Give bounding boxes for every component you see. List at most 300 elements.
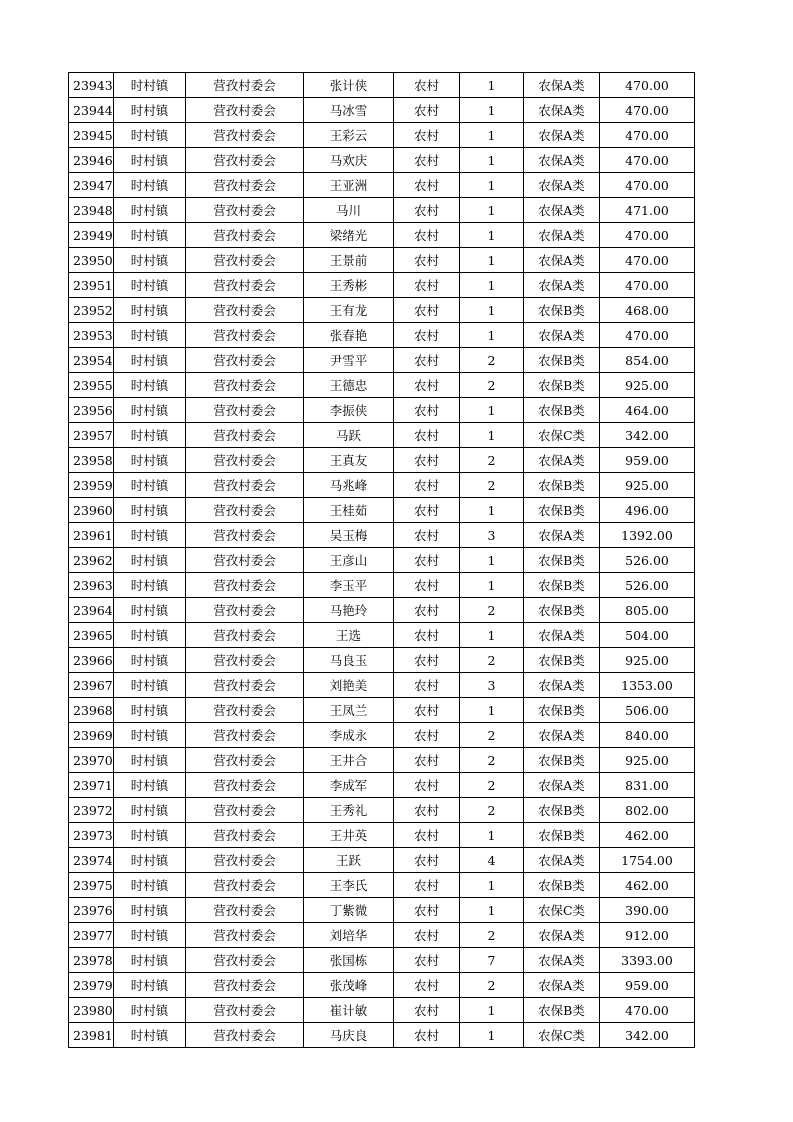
category-cell: 农保B类 xyxy=(524,598,600,623)
town-cell: 时村镇 xyxy=(114,323,186,348)
row-id-cell: 23963 xyxy=(69,573,114,598)
name-cell: 王亚洲 xyxy=(304,173,394,198)
row-id-cell: 23967 xyxy=(69,673,114,698)
row-id-cell: 23949 xyxy=(69,223,114,248)
row-id-cell: 23947 xyxy=(69,173,114,198)
table-row xyxy=(69,198,695,223)
town-cell: 时村镇 xyxy=(114,623,186,648)
amount-cell: 925.00 xyxy=(600,648,695,673)
village-cell: 营孜村委会 xyxy=(186,998,304,1023)
village-cell: 营孜村委会 xyxy=(186,823,304,848)
type-cell: 农村 xyxy=(394,923,460,948)
count-cell: 1 xyxy=(460,573,524,598)
table-row xyxy=(69,823,695,848)
village-cell: 营孜村委会 xyxy=(186,148,304,173)
amount-cell: 390.00 xyxy=(600,898,695,923)
name-cell: 王凤兰 xyxy=(304,698,394,723)
name-cell: 王秀彬 xyxy=(304,273,394,298)
row-id-cell: 23954 xyxy=(69,348,114,373)
village-cell: 营孜村委会 xyxy=(186,873,304,898)
category-cell: 农保A类 xyxy=(524,148,600,173)
name-cell: 王李氏 xyxy=(304,873,394,898)
village-cell: 营孜村委会 xyxy=(186,223,304,248)
name-cell: 王井合 xyxy=(304,748,394,773)
category-cell: 农保B类 xyxy=(524,823,600,848)
town-cell: 时村镇 xyxy=(114,148,186,173)
village-cell: 营孜村委会 xyxy=(186,473,304,498)
count-cell: 1 xyxy=(460,423,524,448)
category-cell: 农保A类 xyxy=(524,98,600,123)
table-row xyxy=(69,798,695,823)
village-cell: 营孜村委会 xyxy=(186,273,304,298)
table-row xyxy=(69,298,695,323)
category-cell: 农保B类 xyxy=(524,373,600,398)
type-cell: 农村 xyxy=(394,623,460,648)
row-id-cell: 23946 xyxy=(69,148,114,173)
table-row xyxy=(69,398,695,423)
amount-cell: 462.00 xyxy=(600,873,695,898)
type-cell: 农村 xyxy=(394,548,460,573)
type-cell: 农村 xyxy=(394,298,460,323)
count-cell: 2 xyxy=(460,798,524,823)
table-row xyxy=(69,998,695,1023)
village-cell: 营孜村委会 xyxy=(186,598,304,623)
category-cell: 农保B类 xyxy=(524,548,600,573)
table-row xyxy=(69,923,695,948)
name-cell: 王井英 xyxy=(304,823,394,848)
name-cell: 马冰雪 xyxy=(304,98,394,123)
type-cell: 农村 xyxy=(394,948,460,973)
village-cell: 营孜村委会 xyxy=(186,623,304,648)
category-cell: 农保A类 xyxy=(524,773,600,798)
row-id-cell: 23977 xyxy=(69,923,114,948)
type-cell: 农村 xyxy=(394,823,460,848)
village-cell: 营孜村委会 xyxy=(186,698,304,723)
count-cell: 1 xyxy=(460,223,524,248)
town-cell: 时村镇 xyxy=(114,523,186,548)
count-cell: 1 xyxy=(460,823,524,848)
type-cell: 农村 xyxy=(394,523,460,548)
table-row xyxy=(69,173,695,198)
amount-cell: 925.00 xyxy=(600,748,695,773)
category-cell: 农保A类 xyxy=(524,198,600,223)
name-cell: 刘培华 xyxy=(304,923,394,948)
type-cell: 农村 xyxy=(394,1023,460,1048)
type-cell: 农村 xyxy=(394,598,460,623)
amount-cell: 959.00 xyxy=(600,973,695,998)
village-cell: 营孜村委会 xyxy=(186,373,304,398)
count-cell: 2 xyxy=(460,648,524,673)
row-id-cell: 23960 xyxy=(69,498,114,523)
amount-cell: 526.00 xyxy=(600,548,695,573)
village-cell: 营孜村委会 xyxy=(186,923,304,948)
count-cell: 1 xyxy=(460,273,524,298)
town-cell: 时村镇 xyxy=(114,498,186,523)
town-cell: 时村镇 xyxy=(114,398,186,423)
town-cell: 时村镇 xyxy=(114,298,186,323)
name-cell: 崔计敏 xyxy=(304,998,394,1023)
table-row xyxy=(69,873,695,898)
name-cell: 马跃 xyxy=(304,423,394,448)
name-cell: 马兆峰 xyxy=(304,473,394,498)
category-cell: 农保B类 xyxy=(524,498,600,523)
row-id-cell: 23959 xyxy=(69,473,114,498)
type-cell: 农村 xyxy=(394,123,460,148)
category-cell: 农保A类 xyxy=(524,123,600,148)
row-id-cell: 23978 xyxy=(69,948,114,973)
type-cell: 农村 xyxy=(394,773,460,798)
row-id-cell: 23966 xyxy=(69,648,114,673)
category-cell: 农保A类 xyxy=(524,448,600,473)
town-cell: 时村镇 xyxy=(114,773,186,798)
category-cell: 农保A类 xyxy=(524,623,600,648)
category-cell: 农保A类 xyxy=(524,723,600,748)
row-id-cell: 23970 xyxy=(69,748,114,773)
village-cell: 营孜村委会 xyxy=(186,73,304,98)
count-cell: 3 xyxy=(460,673,524,698)
town-cell: 时村镇 xyxy=(114,848,186,873)
village-cell: 营孜村委会 xyxy=(186,1023,304,1048)
amount-cell: 854.00 xyxy=(600,348,695,373)
amount-cell: 470.00 xyxy=(600,273,695,298)
category-cell: 农保A类 xyxy=(524,923,600,948)
village-cell: 营孜村委会 xyxy=(186,548,304,573)
town-cell: 时村镇 xyxy=(114,673,186,698)
row-id-cell: 23944 xyxy=(69,98,114,123)
town-cell: 时村镇 xyxy=(114,873,186,898)
town-cell: 时村镇 xyxy=(114,998,186,1023)
count-cell: 7 xyxy=(460,948,524,973)
village-cell: 营孜村委会 xyxy=(186,848,304,873)
count-cell: 4 xyxy=(460,848,524,873)
row-id-cell: 23975 xyxy=(69,873,114,898)
category-cell: 农保B类 xyxy=(524,298,600,323)
category-cell: 农保A类 xyxy=(524,948,600,973)
row-id-cell: 23950 xyxy=(69,248,114,273)
village-cell: 营孜村委会 xyxy=(186,173,304,198)
category-cell: 农保C类 xyxy=(524,423,600,448)
category-cell: 农保B类 xyxy=(524,573,600,598)
type-cell: 农村 xyxy=(394,423,460,448)
type-cell: 农村 xyxy=(394,148,460,173)
amount-cell: 802.00 xyxy=(600,798,695,823)
amount-cell: 470.00 xyxy=(600,223,695,248)
row-id-cell: 23974 xyxy=(69,848,114,873)
table-row xyxy=(69,898,695,923)
count-cell: 1 xyxy=(460,398,524,423)
row-id-cell: 23958 xyxy=(69,448,114,473)
town-cell: 时村镇 xyxy=(114,923,186,948)
town-cell: 时村镇 xyxy=(114,448,186,473)
name-cell: 张计侠 xyxy=(304,73,394,98)
name-cell: 张春艳 xyxy=(304,323,394,348)
town-cell: 时村镇 xyxy=(114,573,186,598)
town-cell: 时村镇 xyxy=(114,423,186,448)
type-cell: 农村 xyxy=(394,398,460,423)
amount-cell: 470.00 xyxy=(600,248,695,273)
type-cell: 农村 xyxy=(394,223,460,248)
count-cell: 1 xyxy=(460,98,524,123)
amount-cell: 342.00 xyxy=(600,423,695,448)
table-row xyxy=(69,123,695,148)
count-cell: 1 xyxy=(460,298,524,323)
count-cell: 2 xyxy=(460,723,524,748)
village-cell: 营孜村委会 xyxy=(186,298,304,323)
village-cell: 营孜村委会 xyxy=(186,523,304,548)
count-cell: 1 xyxy=(460,698,524,723)
town-cell: 时村镇 xyxy=(114,123,186,148)
village-cell: 营孜村委会 xyxy=(186,673,304,698)
count-cell: 1 xyxy=(460,323,524,348)
table-row xyxy=(69,773,695,798)
village-cell: 营孜村委会 xyxy=(186,648,304,673)
amount-cell: 831.00 xyxy=(600,773,695,798)
name-cell: 马欢庆 xyxy=(304,148,394,173)
category-cell: 农保B类 xyxy=(524,648,600,673)
name-cell: 梁绪光 xyxy=(304,223,394,248)
amount-cell: 959.00 xyxy=(600,448,695,473)
category-cell: 农保A类 xyxy=(524,323,600,348)
town-cell: 时村镇 xyxy=(114,98,186,123)
name-cell: 马艳玲 xyxy=(304,598,394,623)
type-cell: 农村 xyxy=(394,498,460,523)
row-id-cell: 23981 xyxy=(69,1023,114,1048)
amount-cell: 805.00 xyxy=(600,598,695,623)
village-cell: 营孜村委会 xyxy=(186,123,304,148)
amount-cell: 464.00 xyxy=(600,398,695,423)
category-cell: 农保A类 xyxy=(524,73,600,98)
category-cell: 农保A类 xyxy=(524,523,600,548)
type-cell: 农村 xyxy=(394,198,460,223)
amount-cell: 526.00 xyxy=(600,573,695,598)
amount-cell: 471.00 xyxy=(600,198,695,223)
amount-cell: 3393.00 xyxy=(600,948,695,973)
amount-cell: 504.00 xyxy=(600,623,695,648)
row-id-cell: 23965 xyxy=(69,623,114,648)
type-cell: 农村 xyxy=(394,73,460,98)
amount-cell: 470.00 xyxy=(600,323,695,348)
category-cell: 农保B类 xyxy=(524,398,600,423)
type-cell: 农村 xyxy=(394,473,460,498)
count-cell: 2 xyxy=(460,598,524,623)
table-row xyxy=(69,1023,695,1048)
town-cell: 时村镇 xyxy=(114,348,186,373)
roster-body xyxy=(69,73,695,1048)
category-cell: 农保B类 xyxy=(524,473,600,498)
name-cell: 刘艳美 xyxy=(304,673,394,698)
table-row xyxy=(69,248,695,273)
town-cell: 时村镇 xyxy=(114,548,186,573)
count-cell: 1 xyxy=(460,548,524,573)
row-id-cell: 23979 xyxy=(69,973,114,998)
name-cell: 尹雪平 xyxy=(304,348,394,373)
row-id-cell: 23953 xyxy=(69,323,114,348)
type-cell: 农村 xyxy=(394,373,460,398)
table-row xyxy=(69,573,695,598)
row-id-cell: 23973 xyxy=(69,823,114,848)
amount-cell: 925.00 xyxy=(600,473,695,498)
type-cell: 农村 xyxy=(394,723,460,748)
name-cell: 马良玉 xyxy=(304,648,394,673)
village-cell: 营孜村委会 xyxy=(186,948,304,973)
type-cell: 农村 xyxy=(394,898,460,923)
table-row xyxy=(69,748,695,773)
category-cell: 农保C类 xyxy=(524,1023,600,1048)
count-cell: 2 xyxy=(460,923,524,948)
name-cell: 王跃 xyxy=(304,848,394,873)
village-cell: 营孜村委会 xyxy=(186,398,304,423)
village-cell: 营孜村委会 xyxy=(186,448,304,473)
table-row xyxy=(69,698,695,723)
table-row xyxy=(69,448,695,473)
count-cell: 3 xyxy=(460,523,524,548)
amount-cell: 840.00 xyxy=(600,723,695,748)
row-id-cell: 23951 xyxy=(69,273,114,298)
count-cell: 1 xyxy=(460,198,524,223)
category-cell: 农保A类 xyxy=(524,223,600,248)
village-cell: 营孜村委会 xyxy=(186,773,304,798)
row-id-cell: 23964 xyxy=(69,598,114,623)
category-cell: 农保A类 xyxy=(524,673,600,698)
row-id-cell: 23976 xyxy=(69,898,114,923)
row-id-cell: 23952 xyxy=(69,298,114,323)
name-cell: 王德忠 xyxy=(304,373,394,398)
type-cell: 农村 xyxy=(394,798,460,823)
town-cell: 时村镇 xyxy=(114,223,186,248)
village-cell: 营孜村委会 xyxy=(186,898,304,923)
name-cell: 王彩云 xyxy=(304,123,394,148)
table-row xyxy=(69,598,695,623)
village-cell: 营孜村委会 xyxy=(186,423,304,448)
amount-cell: 468.00 xyxy=(600,298,695,323)
table-row xyxy=(69,73,695,98)
type-cell: 农村 xyxy=(394,248,460,273)
table-row xyxy=(69,498,695,523)
name-cell: 李成永 xyxy=(304,723,394,748)
village-cell: 营孜村委会 xyxy=(186,248,304,273)
town-cell: 时村镇 xyxy=(114,648,186,673)
amount-cell: 925.00 xyxy=(600,373,695,398)
town-cell: 时村镇 xyxy=(114,948,186,973)
count-cell: 1 xyxy=(460,1023,524,1048)
town-cell: 时村镇 xyxy=(114,723,186,748)
type-cell: 农村 xyxy=(394,348,460,373)
table-row xyxy=(69,323,695,348)
count-cell: 1 xyxy=(460,873,524,898)
village-cell: 营孜村委会 xyxy=(186,748,304,773)
amount-cell: 470.00 xyxy=(600,73,695,98)
category-cell: 农保A类 xyxy=(524,173,600,198)
name-cell: 吴玉梅 xyxy=(304,523,394,548)
amount-cell: 1353.00 xyxy=(600,673,695,698)
name-cell: 王有龙 xyxy=(304,298,394,323)
amount-cell: 506.00 xyxy=(600,698,695,723)
table-row xyxy=(69,423,695,448)
amount-cell: 462.00 xyxy=(600,823,695,848)
name-cell: 马川 xyxy=(304,198,394,223)
table-row xyxy=(69,948,695,973)
row-id-cell: 23971 xyxy=(69,773,114,798)
town-cell: 时村镇 xyxy=(114,748,186,773)
amount-cell: 1392.00 xyxy=(600,523,695,548)
count-cell: 2 xyxy=(460,348,524,373)
town-cell: 时村镇 xyxy=(114,248,186,273)
category-cell: 农保C类 xyxy=(524,898,600,923)
row-id-cell: 23962 xyxy=(69,548,114,573)
name-cell: 王彦山 xyxy=(304,548,394,573)
amount-cell: 1754.00 xyxy=(600,848,695,873)
count-cell: 1 xyxy=(460,623,524,648)
village-cell: 营孜村委会 xyxy=(186,573,304,598)
table-row xyxy=(69,673,695,698)
table-row xyxy=(69,973,695,998)
row-id-cell: 23968 xyxy=(69,698,114,723)
count-cell: 2 xyxy=(460,373,524,398)
type-cell: 农村 xyxy=(394,998,460,1023)
type-cell: 农村 xyxy=(394,848,460,873)
count-cell: 1 xyxy=(460,173,524,198)
row-id-cell: 23961 xyxy=(69,523,114,548)
type-cell: 农村 xyxy=(394,673,460,698)
count-cell: 1 xyxy=(460,248,524,273)
name-cell: 李玉平 xyxy=(304,573,394,598)
roster-table xyxy=(68,72,695,1048)
town-cell: 时村镇 xyxy=(114,598,186,623)
amount-cell: 470.00 xyxy=(600,173,695,198)
type-cell: 农村 xyxy=(394,173,460,198)
category-cell: 农保A类 xyxy=(524,273,600,298)
type-cell: 农村 xyxy=(394,698,460,723)
row-id-cell: 23957 xyxy=(69,423,114,448)
name-cell: 张茂峰 xyxy=(304,973,394,998)
town-cell: 时村镇 xyxy=(114,273,186,298)
row-id-cell: 23972 xyxy=(69,798,114,823)
type-cell: 农村 xyxy=(394,273,460,298)
row-id-cell: 23969 xyxy=(69,723,114,748)
table-row xyxy=(69,373,695,398)
table-row xyxy=(69,548,695,573)
type-cell: 农村 xyxy=(394,448,460,473)
amount-cell: 470.00 xyxy=(600,98,695,123)
category-cell: 农保B类 xyxy=(524,698,600,723)
type-cell: 农村 xyxy=(394,323,460,348)
count-cell: 1 xyxy=(460,73,524,98)
town-cell: 时村镇 xyxy=(114,898,186,923)
count-cell: 2 xyxy=(460,773,524,798)
category-cell: 农保A类 xyxy=(524,248,600,273)
type-cell: 农村 xyxy=(394,573,460,598)
amount-cell: 470.00 xyxy=(600,148,695,173)
table-row xyxy=(69,223,695,248)
row-id-cell: 23980 xyxy=(69,998,114,1023)
name-cell: 李成军 xyxy=(304,773,394,798)
row-id-cell: 23955 xyxy=(69,373,114,398)
name-cell: 张国栋 xyxy=(304,948,394,973)
table-row xyxy=(69,148,695,173)
town-cell: 时村镇 xyxy=(114,173,186,198)
type-cell: 农村 xyxy=(394,873,460,898)
category-cell: 农保B类 xyxy=(524,748,600,773)
table-row xyxy=(69,348,695,373)
town-cell: 时村镇 xyxy=(114,698,186,723)
count-cell: 2 xyxy=(460,448,524,473)
table-row xyxy=(69,623,695,648)
count-cell: 2 xyxy=(460,473,524,498)
village-cell: 营孜村委会 xyxy=(186,973,304,998)
name-cell: 马庆良 xyxy=(304,1023,394,1048)
table-row xyxy=(69,273,695,298)
count-cell: 1 xyxy=(460,123,524,148)
